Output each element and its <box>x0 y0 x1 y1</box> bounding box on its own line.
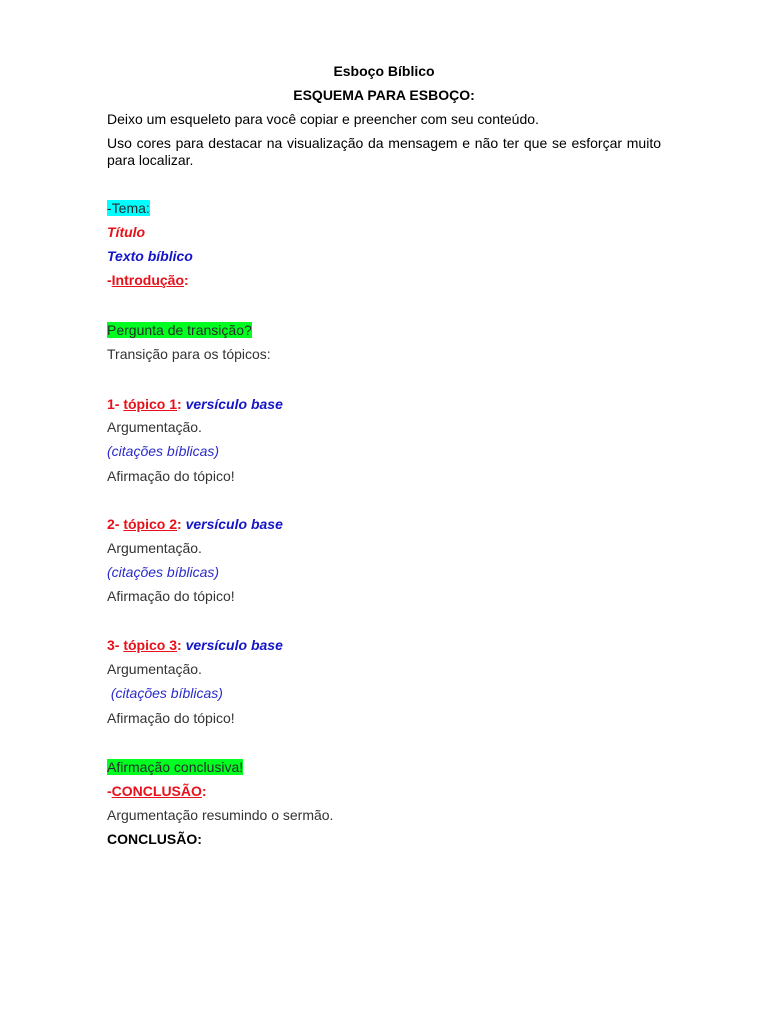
introducao-heading <box>107 271 189 289</box>
transicao-line: Transição para os tópicos: <box>107 346 271 362</box>
topic-colon: : <box>177 637 182 653</box>
topic-argument: Argumentação. <box>107 419 202 435</box>
tema-highlight: -Tema: <box>107 200 150 216</box>
topic-colon: : <box>177 516 182 532</box>
introducao-suffix: : <box>184 272 189 288</box>
topic-affirmation: Afirmação do tópico! <box>107 588 235 604</box>
topic-affirmation: Afirmação do tópico! <box>107 468 235 484</box>
titulo-line: Título <box>107 224 146 240</box>
texto-biblico-line: Texto bíblico <box>107 248 193 264</box>
topic-label: tópico 2 <box>123 516 178 532</box>
topic-citations: (citações bíblicas) <box>107 564 220 580</box>
topic-number: 2- <box>107 516 120 532</box>
topic-colon: : <box>177 396 182 412</box>
topic-argument: Argumentação. <box>107 540 202 556</box>
topic-verse: versículo base <box>185 396 283 412</box>
topic-label: tópico 1 <box>123 396 178 412</box>
conclusao-label: CONCLUSÃO <box>111 783 202 799</box>
intro-line: Deixo um esqueleto para você copiar e preencher com seu conteúdo. <box>107 111 539 127</box>
afirmacao-conclusiva-line <box>107 758 243 776</box>
topic-heading <box>107 636 283 654</box>
conclusao-prefix: - <box>107 783 112 799</box>
topic-argument: Argumentação. <box>107 661 202 677</box>
topic-number: 3- <box>107 637 120 653</box>
afirmacao-conclusiva-highlight: Afirmação conclusiva! <box>107 759 244 775</box>
document-title: Esboço Bíblico <box>333 63 435 79</box>
pergunta-transicao-line <box>107 321 252 339</box>
conclusao-heading <box>107 782 207 800</box>
conclusao-final: CONCLUSÃO: <box>107 831 202 847</box>
topic-heading <box>107 515 283 533</box>
tema-line <box>107 199 150 217</box>
topic-verse: versículo base <box>185 516 283 532</box>
topic-citations: (citações bíblicas) <box>107 443 220 459</box>
topic-citations: (citações bíblicas) <box>107 685 223 701</box>
topic-verse: versículo base <box>185 637 283 653</box>
conclusao-suffix: : <box>201 783 207 799</box>
topic-number: 1- <box>107 396 120 412</box>
introducao-prefix: - <box>107 272 112 288</box>
document-subtitle: ESQUEMA PARA ESBOÇO: <box>293 87 475 103</box>
conclusao-argument: Argumentação resumindo o sermão. <box>107 807 334 823</box>
topic-affirmation: Afirmação do tópico! <box>107 710 235 726</box>
intro-paragraph: Uso cores para destacar na visualização da mensagem e não ter que se esforçar muito para localizar. <box>107 135 661 168</box>
topic-label: tópico 3 <box>123 637 178 653</box>
topic-heading <box>107 395 283 413</box>
pergunta-transicao-highlight: Pergunta de transição? <box>107 322 252 338</box>
introducao-label: Introdução <box>111 272 185 288</box>
